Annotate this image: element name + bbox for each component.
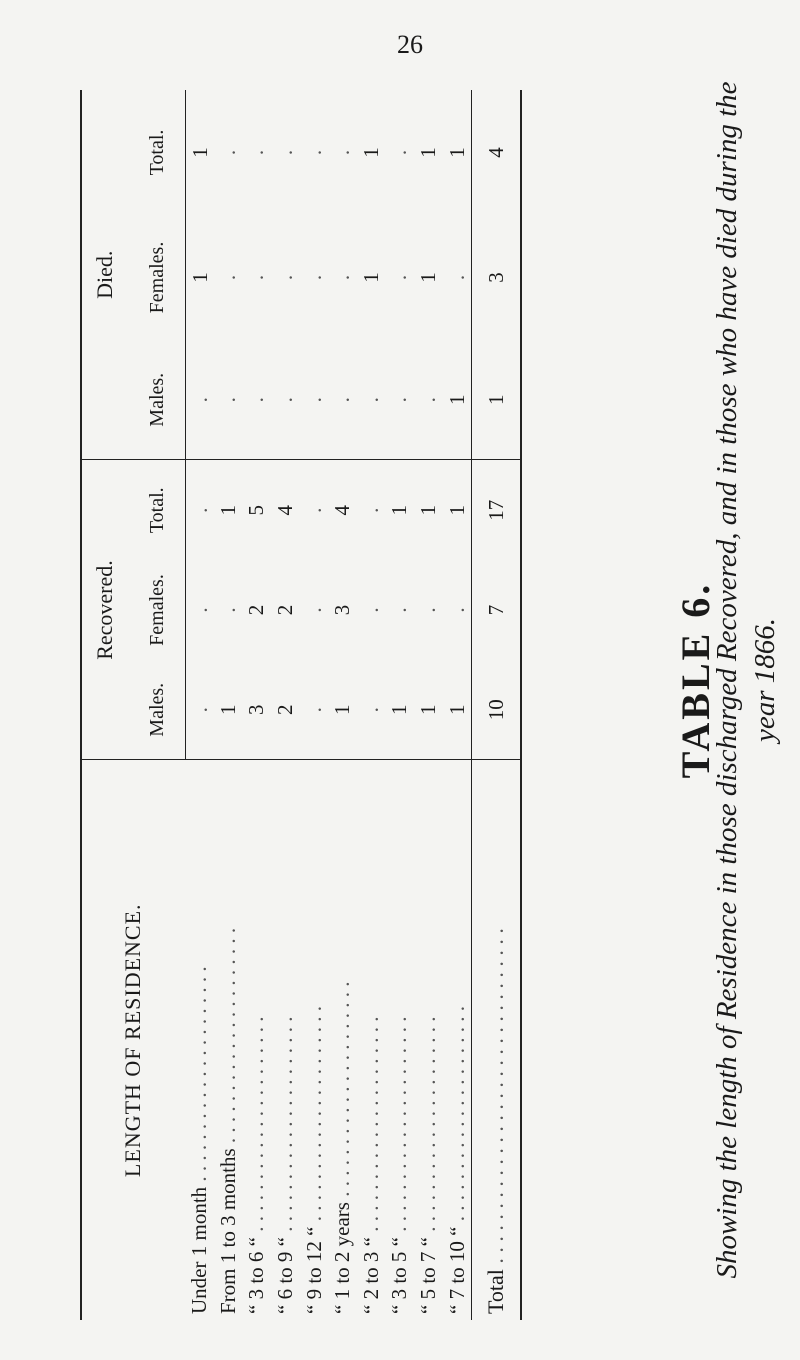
row-label bbox=[386, 760, 415, 1320]
recovered-males-cell: 2 bbox=[273, 704, 298, 715]
total-label: Total . . . . . . . . . . . . . . . . . . . . . . . . . . . . . . . bbox=[472, 760, 520, 1320]
table-row bbox=[243, 90, 272, 1320]
recovered-males-cell: 1 bbox=[387, 704, 412, 715]
row-label-text: “ 6 to 9 “ bbox=[273, 1237, 298, 1314]
row-label-text: Under 1 month bbox=[187, 1186, 212, 1314]
died-total-cell: . bbox=[330, 149, 355, 156]
total-row bbox=[472, 90, 520, 1320]
died-males-cell: . bbox=[358, 397, 383, 403]
total-recovered-males: 10 bbox=[472, 660, 520, 760]
row-label bbox=[357, 760, 386, 1320]
total-died-males: 1 bbox=[472, 340, 520, 460]
recovered-males-cell: . bbox=[187, 707, 212, 713]
total-recovered-total: 17 bbox=[472, 460, 520, 560]
died-total-cell: 1 bbox=[187, 147, 212, 158]
table-row bbox=[328, 90, 357, 1320]
table-row bbox=[414, 90, 443, 1320]
died-females-cell: . bbox=[387, 274, 412, 281]
recovered-females-cell: . bbox=[387, 607, 412, 613]
died-total-cell: 1 bbox=[415, 147, 440, 158]
leader-dots: . . . . . . . . . . . . . . . . . . . . . bbox=[358, 1016, 383, 1238]
table-subtitle-line2: year 1866. bbox=[749, 617, 781, 743]
recovered-males-cell: 1 bbox=[415, 704, 440, 715]
table-row bbox=[300, 90, 329, 1320]
died-header: Died. bbox=[92, 250, 117, 299]
recovered-total-cell: 4 bbox=[328, 460, 357, 560]
recovered-total-cell: 4 bbox=[271, 460, 300, 560]
total-died-females: 3 bbox=[472, 215, 520, 340]
recovered-total-header: Total. bbox=[130, 460, 186, 560]
leader-dots: . . . . . . . . . . . . . . . . . . . . . bbox=[415, 1016, 440, 1238]
table-subtitle bbox=[708, 0, 784, 1360]
leader-dots: . . . . . . . . . . . . . . . . . . . . . bbox=[330, 981, 355, 1203]
died-males-cell: . bbox=[415, 397, 440, 403]
died-females-cell: . bbox=[444, 274, 469, 281]
died-males-cell: . bbox=[187, 397, 212, 403]
died-females-cell: 1 bbox=[358, 272, 383, 283]
died-males-cell: . bbox=[387, 397, 412, 403]
row-label bbox=[300, 760, 329, 1320]
died-males-header: Males. bbox=[130, 340, 186, 460]
recovered-total-cell: . bbox=[300, 460, 329, 560]
died-total-cell: . bbox=[273, 149, 298, 156]
table-body bbox=[186, 90, 521, 1320]
recovered-females-cell: . bbox=[301, 607, 326, 613]
table-row bbox=[357, 90, 386, 1320]
died-females-cell: 1 bbox=[415, 272, 440, 283]
row-label bbox=[328, 760, 357, 1320]
row-label bbox=[186, 760, 215, 1320]
died-males-cell: . bbox=[330, 397, 355, 403]
died-males-cell: . bbox=[273, 397, 298, 403]
leader-dots: . . . . . . . . . . . . . . . . . . . . . bbox=[387, 1016, 412, 1238]
recovered-total-cell: . bbox=[186, 460, 215, 560]
recovered-females-cell: 2 bbox=[244, 604, 269, 616]
died-males-cell: . bbox=[244, 397, 269, 403]
recovered-females-cell: . bbox=[358, 607, 383, 613]
died-total-header: Total. bbox=[130, 90, 186, 215]
recovered-females-cell: 2 bbox=[273, 604, 298, 616]
recovered-males-cell: 3 bbox=[244, 704, 269, 715]
row-label-text: “ 2 to 3 “ bbox=[358, 1237, 383, 1314]
died-total-cell: . bbox=[215, 149, 240, 156]
row-label-text: “ 5 to 7 “ bbox=[415, 1237, 440, 1314]
length-header: LENGTH OF RESIDENCE. bbox=[80, 760, 186, 1320]
died-total-cell: . bbox=[301, 149, 326, 156]
recovered-total-cell: 1 bbox=[414, 460, 443, 560]
recovered-males-cell: 1 bbox=[330, 704, 355, 715]
died-females-cell: . bbox=[301, 274, 326, 281]
recovered-total-cell: 5 bbox=[243, 460, 272, 560]
total-recovered-females: 7 bbox=[472, 560, 520, 660]
total-died-total: 4 bbox=[472, 90, 520, 215]
leader-dots: . . . . . . . . . . . . . . . . . . . . . bbox=[215, 927, 240, 1149]
died-males-cell: 1 bbox=[444, 394, 469, 405]
recovered-females-header: Females. bbox=[130, 560, 186, 660]
recovered-males-cell: . bbox=[358, 707, 383, 713]
recovered-females-cell: . bbox=[215, 607, 240, 613]
recovered-males-cell: 1 bbox=[215, 704, 240, 715]
died-total-cell: . bbox=[244, 149, 269, 156]
row-label bbox=[214, 760, 243, 1320]
leader-dots: . . . . . . . . . . . . . . . . . . . . . bbox=[444, 1006, 469, 1227]
row-label-text: “ 7 to 10 “ bbox=[444, 1226, 469, 1314]
row-label-text: “ 1 to 2 years bbox=[330, 1202, 355, 1314]
recovered-females-cell: . bbox=[415, 607, 440, 613]
recovered-females-cell: . bbox=[187, 607, 212, 613]
died-females-cell: . bbox=[330, 274, 355, 281]
died-females-cell: . bbox=[215, 274, 240, 281]
recovered-total-cell: 1 bbox=[386, 460, 415, 560]
row-label bbox=[443, 760, 472, 1320]
died-females-header: Females. bbox=[130, 215, 186, 340]
died-females-cell: . bbox=[273, 274, 298, 281]
table-row bbox=[186, 90, 215, 1320]
died-males-cell: . bbox=[215, 397, 240, 403]
table-row bbox=[214, 90, 243, 1320]
row-label-text: “ 3 to 5 “ bbox=[387, 1237, 412, 1314]
frame-top-rule bbox=[80, 90, 82, 1320]
recovered-header: Recovered. bbox=[80, 460, 130, 760]
table-row bbox=[271, 90, 300, 1320]
row-label bbox=[414, 760, 443, 1320]
recovered-males-cell: 1 bbox=[444, 704, 469, 715]
recovered-total-cell: 1 bbox=[443, 460, 472, 560]
table-subtitle-line1: Showing the length of Residence in those discharged Recovered, and in those who have died during the bbox=[711, 81, 743, 1279]
recovered-total-cell: . bbox=[357, 460, 386, 560]
recovered-males-cell: . bbox=[301, 707, 326, 713]
row-label-text: “ 9 to 12 “ bbox=[301, 1226, 326, 1314]
row-label-text: “ 3 to 6 “ bbox=[244, 1237, 269, 1314]
row-label bbox=[243, 760, 272, 1320]
died-males-cell: . bbox=[301, 397, 326, 403]
died-females-cell: . bbox=[244, 274, 269, 281]
row-label-text: From 1 to 3 months bbox=[215, 1148, 240, 1314]
leader-dots: . . . . . . . . . . . . . . . . . . . . . bbox=[301, 1006, 326, 1227]
leader-dots: . . . . . . . . . . . . . . . . . . . . . bbox=[187, 966, 212, 1187]
died-total-cell: 1 bbox=[444, 147, 469, 158]
died-total-cell: 1 bbox=[358, 147, 383, 158]
died-total-cell: . bbox=[387, 149, 412, 156]
leader-dots: . . . . . . . . . . . . . . . . . . . . . bbox=[273, 1016, 298, 1238]
frame-bottom-rule bbox=[520, 90, 522, 1320]
residence-table bbox=[80, 90, 520, 1320]
page-number: 26 bbox=[397, 30, 423, 59]
recovered-females-cell: . bbox=[444, 607, 469, 613]
table-row bbox=[386, 90, 415, 1320]
row-label bbox=[271, 760, 300, 1320]
recovered-females-cell: 3 bbox=[330, 604, 355, 616]
leader-dots: . . . . . . . . . . . . . . . . . . . . . bbox=[244, 1016, 269, 1238]
table-row bbox=[443, 90, 472, 1320]
recovered-males-header: Males. bbox=[130, 660, 186, 760]
died-females-cell: 1 bbox=[187, 272, 212, 283]
table-title: TABLE 6. bbox=[673, 581, 718, 779]
recovered-total-cell: 1 bbox=[214, 460, 243, 560]
